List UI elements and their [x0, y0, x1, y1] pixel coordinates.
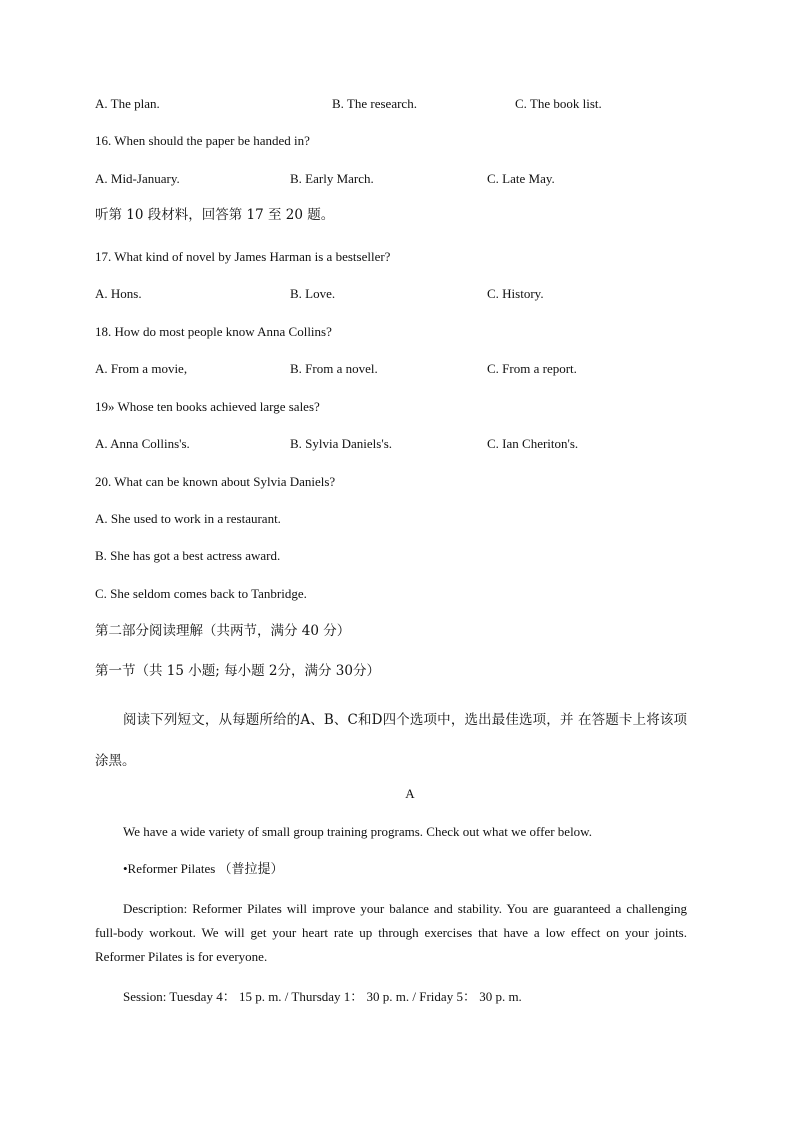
q15-option-c: C. The book list.: [515, 96, 602, 111]
program-session: Session: Tuesday 4： 15 p. m. / Thursday 1： 30 p. m. / Friday 5： 30 p. m.: [123, 989, 522, 1004]
q18-option-b: B. From a novel.: [290, 361, 378, 376]
q17-question: 17. What kind of novel by James Harman is a bestseller?: [95, 249, 391, 264]
passage-intro: We have a wide variety of small group training programs. Check out what we offer below.: [123, 824, 592, 839]
section1-title: 第一节（共 15 小题; 每小题 2分，满分 30分）: [95, 663, 380, 679]
q20-question: 20. What can be known about Sylvia Daniels?: [95, 474, 336, 489]
q18-option-c: C. From a report.: [487, 361, 577, 376]
q19-option-c: C. Ian Cheriton's.: [487, 436, 579, 451]
q16-option-a: A. Mid-January.: [95, 171, 180, 186]
q20-option-b: B. She has got a best actress award.: [95, 548, 281, 563]
q16-option-b: B. Early March.: [290, 171, 374, 186]
q15-option-b: B. The research.: [332, 96, 417, 111]
q18-option-a: A. From a movie,: [95, 361, 188, 376]
program-description: Description: Reformer Pilates will improve your balance and stability. You are guaranteed a challenging full-body workout. We will get your heart rate up through exercises that have a low effect on your joints. Reformer Pilates is for everyone.: [95, 901, 687, 964]
part2-title: 第二部分阅读理解（共两节，满分 40 分）: [95, 623, 351, 639]
passage-label: A: [405, 786, 415, 801]
reading-instruction: 阅读下列短文，从每题所给的A、B、C和D四个选项中，选出最佳选项，并 在答题卡上将该项涂黑。: [95, 712, 687, 769]
q19-option-b: B. Sylvia Daniels's.: [290, 436, 393, 451]
q20-option-a: A. She used to work in a restaurant.: [95, 511, 281, 526]
program-title: •Reformer Pilates （普拉提）: [123, 861, 284, 876]
q17-option-b: B. Love.: [290, 286, 336, 301]
section-10-instruction: 听第 10 段材料，回答第 17 至 20 题。: [95, 207, 335, 223]
q19-option-a: A. Anna Collins's.: [95, 436, 190, 451]
q15-option-a: A. The plan.: [95, 96, 160, 111]
q20-option-c: C. She seldom comes back to Tanbridge.: [95, 586, 307, 601]
q18-question: 18. How do most people know Anna Collins?: [95, 324, 332, 339]
q19-question: 19» Whose ten books achieved large sales?: [95, 399, 320, 414]
q17-option-a: A. Hons.: [95, 286, 142, 301]
q16-question: 16. When should the paper be handed in?: [95, 133, 310, 148]
q16-option-c: C. Late May.: [487, 171, 555, 186]
q17-option-c: C. History.: [487, 286, 544, 301]
